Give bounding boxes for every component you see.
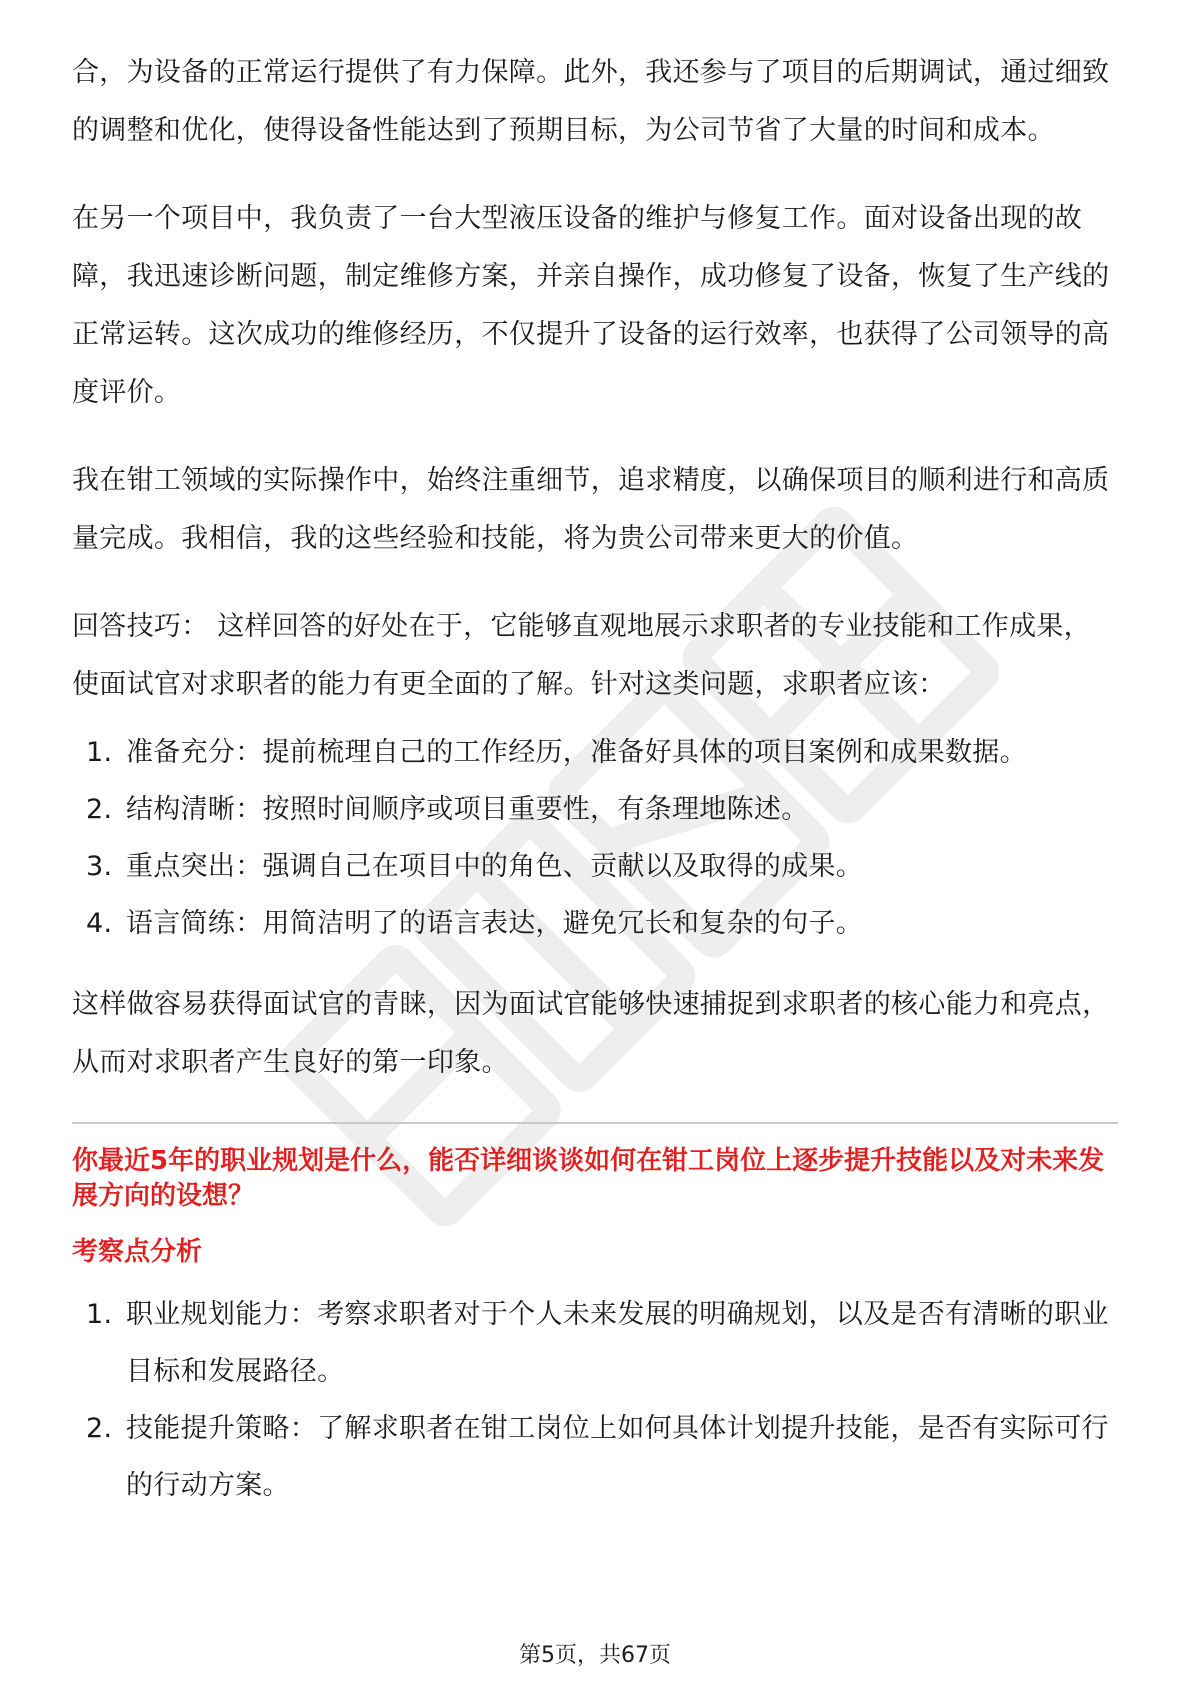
- page-number-footer: 第5页，共67页: [519, 1643, 671, 1668]
- list-item-number: 1.: [86, 737, 113, 768]
- section-divider: [72, 1122, 1118, 1124]
- paragraph-detail-focus: 我在钳工领域的实际操作中，始终注重细节，追求精度，以确保项目的顺利进行和高质量完成。我相信，我的这些经验和技能，将为贵公司带来更大的价值。: [72, 465, 1110, 554]
- list-item-text: 语言简练：用简洁明了的语言表达，避免冗长和复杂的句子。: [126, 908, 864, 939]
- list-item: [72, 724, 1118, 781]
- paragraph-hydraulic-project: 在另一个项目中，我负责了一台大型液压设备的维护与修复工作。面对设备出现的故障，我迅速诊断问题，制定维修方案，并亲自操作，成功修复了设备，恢复了生产线的正常运转。这次成功的维修经历，不仅提升了设备的运行效率，也获得了公司领导的高度评价。: [72, 203, 1110, 408]
- list-item: [72, 838, 1118, 895]
- list-item-number: 2.: [86, 794, 113, 825]
- paragraph-project-summary: 合，为设备的正常运行提供了有力保障。此外，我还参与了项目的后期调试，通过细致的调整和优化，使得设备性能达到了预期目标，为公司节省了大量的时间和成本。: [72, 57, 1110, 146]
- analysis-heading: 考察点分析: [72, 1237, 203, 1267]
- list-item: [72, 1286, 1118, 1400]
- list-item-text: 技能提升策略：了解求职者在钳工岗位上如何具体计划提升技能，是否有实际可行的行动方案。: [126, 1413, 1109, 1501]
- list-item-text: 结构清晰：按照时间顺序或项目重要性，有条理地陈述。: [126, 794, 809, 825]
- main-content: [72, 44, 1118, 1538]
- list-item: [72, 781, 1118, 838]
- list-item-number: 2.: [86, 1413, 113, 1444]
- list-item-number: 1.: [86, 1299, 113, 1330]
- list-item-text: 职业规划能力：考察求职者对于个人未来发展的明确规划，以及是否有清晰的职业目标和发展路径。: [126, 1299, 1109, 1387]
- list-item: [72, 895, 1118, 952]
- tips-list: [72, 724, 1118, 952]
- list-item-number: 4.: [86, 908, 113, 939]
- list-item-text: 准备充分：提前梳理自己的工作经历，准备好具体的项目案例和成果数据。: [126, 737, 1027, 768]
- paragraph-closing: 这样做容易获得面试官的青睐，因为面试官能够快速捕捉到求职者的核心能力和亮点，从而对求职者产生良好的第一印象。: [72, 989, 1110, 1078]
- list-item: [72, 1400, 1118, 1514]
- interview-question: 你最近5年的职业规划是什么，能否详细谈谈如何在钳工岗位上逐步提升技能以及对未来发展方向的设想？: [72, 1146, 1105, 1211]
- paragraph-answer-tips: 回答技巧： 这样回答的好处在于，它能够直观地展示求职者的专业技能和工作成果，使面试官对求职者的能力有更全面的了解。针对这类问题，求职者应该：: [72, 611, 1091, 700]
- list-item-number: 3.: [86, 851, 113, 882]
- analysis-list: [72, 1286, 1118, 1514]
- list-item-text: 重点突出：强调自己在项目中的角色、贡献以及取得的成果。: [126, 851, 864, 882]
